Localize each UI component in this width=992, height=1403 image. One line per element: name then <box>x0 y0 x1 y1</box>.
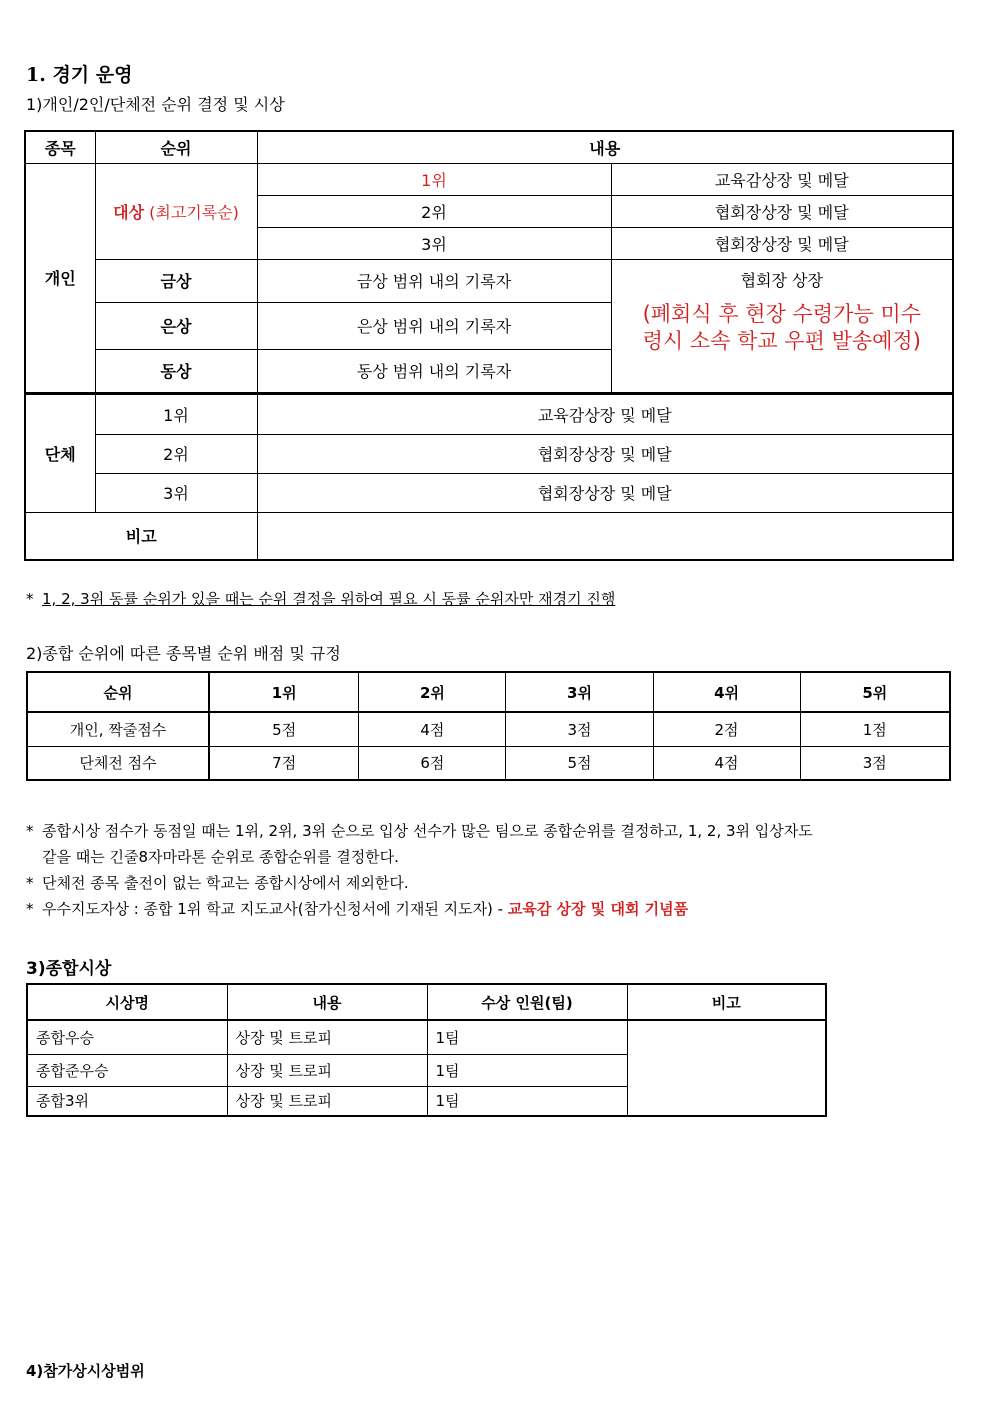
header-rank: 순위 <box>95 131 257 163</box>
note-tiebreak-line1: 종합시상 점수가 동점일 때는 1위, 2위, 3위 순으로 입상 선수가 많은 팀으로 종합순위를 결정하고, 1, 2, 3위 입상자도 <box>42 822 813 840</box>
award-header-name: 시상명 <box>27 984 227 1020</box>
bronze-label: 동상 <box>95 349 257 393</box>
score-cell: 4점 <box>653 746 800 780</box>
note-star: * <box>26 900 34 918</box>
note-star: * <box>26 874 34 892</box>
team-rank-1: 1위 <box>95 393 257 434</box>
remark-value <box>257 512 953 560</box>
score-header-rank: 순위 <box>27 672 209 712</box>
score-cell: 4점 <box>359 712 506 746</box>
note-tiebreak <box>26 818 966 844</box>
individual-label: 개인 <box>25 163 95 393</box>
gold-desc: 금상 범위 내의 기록자 <box>257 259 611 302</box>
score-cell: 5점 <box>209 712 359 746</box>
note-star: * <box>26 590 34 608</box>
grand-rank-2: 2위 <box>257 195 611 227</box>
team-rank-3: 3위 <box>95 473 257 512</box>
medal-prize-cell <box>611 259 953 393</box>
score-cell: 5점 <box>506 746 653 780</box>
team-prize-1: 교육감상장 및 메달 <box>257 393 953 434</box>
award-name: 종합3위 <box>27 1086 227 1116</box>
score-cell: 3점 <box>800 746 950 780</box>
grand-prize-main: 대상 <box>113 202 145 222</box>
subsection-4-title: 4)참가상시상범위 <box>26 1362 145 1380</box>
score-header-3: 3위 <box>506 672 653 712</box>
team-rank-2: 2위 <box>95 434 257 473</box>
notes-overall <box>26 818 966 922</box>
score-cell: 6점 <box>359 746 506 780</box>
subsection-3-title: 3)종합시상 <box>26 959 112 979</box>
note-star: * <box>26 822 34 840</box>
score-row-label: 개인, 짝줄점수 <box>27 712 209 746</box>
award-header-remark: 비고 <box>627 984 826 1020</box>
grand-prize-3: 협회장상장 및 메달 <box>611 227 953 259</box>
grand-prize-label <box>95 163 257 259</box>
grand-prize-note: (최고기록순) <box>149 202 239 222</box>
note-tiebreak-line2: 같을 때는 긴줄8자마라톤 순위로 종합순위를 결정한다. <box>42 848 399 866</box>
award-count: 1팀 <box>427 1054 627 1086</box>
score-header-5: 5위 <box>800 672 950 712</box>
score-cell: 7점 <box>209 746 359 780</box>
score-table <box>26 671 951 781</box>
silver-label: 은상 <box>95 302 257 349</box>
score-cell: 3점 <box>506 712 653 746</box>
note-tie-rematch <box>26 586 615 612</box>
ranking-award-table <box>24 130 954 561</box>
overall-award-table <box>26 983 827 1117</box>
award-header-count: 수상 인원(팀) <box>427 984 627 1020</box>
award-name: 종합우승 <box>27 1020 227 1054</box>
grand-prize-1: 교육감상장 및 메달 <box>611 163 953 195</box>
score-header-4: 4위 <box>653 672 800 712</box>
award-remark <box>627 1020 826 1116</box>
note-tie-text: 1, 2, 3위 동률 순위가 있을 때는 순위 결정을 위하여 필요 시 동률 순위자만 재경기 진행 <box>42 590 616 608</box>
subsection-1-title: 1)개인/2인/단체전 순위 결정 및 시상 <box>26 95 285 114</box>
note-coach-award <box>26 896 966 922</box>
note-exclusion-text: 단체전 종목 출전이 없는 학교는 종합시상에서 제외한다. <box>42 874 409 892</box>
award-name: 종합준우승 <box>27 1054 227 1086</box>
score-header-1: 1위 <box>209 672 359 712</box>
subsection-2-title: 2)종합 순위에 따른 종목별 순위 배점 및 규정 <box>26 644 341 663</box>
note-exclusion <box>26 870 966 896</box>
score-cell: 2점 <box>653 712 800 746</box>
award-content: 상장 및 트로피 <box>227 1020 427 1054</box>
bronze-desc: 동상 범위 내의 기록자 <box>257 349 611 393</box>
medal-prize-note: (폐회식 후 현장 수령가능 미수령시 소속 학교 우편 발송예정) <box>642 301 921 353</box>
score-cell: 1점 <box>800 712 950 746</box>
silver-desc: 은상 범위 내의 기록자 <box>257 302 611 349</box>
remark-label: 비고 <box>25 512 257 560</box>
award-count: 1팀 <box>427 1086 627 1116</box>
award-header-content: 내용 <box>227 984 427 1020</box>
grand-prize-2: 협회장상장 및 메달 <box>611 195 953 227</box>
award-count: 1팀 <box>427 1020 627 1054</box>
medal-prize: 협회장 상장 <box>740 270 823 290</box>
grand-rank-1: 1위 <box>257 163 611 195</box>
grand-rank-3: 3위 <box>257 227 611 259</box>
award-content: 상장 및 트로피 <box>227 1054 427 1086</box>
score-header-2: 2위 <box>359 672 506 712</box>
gold-label: 금상 <box>95 259 257 302</box>
team-prize-3: 협회장상장 및 메달 <box>257 473 953 512</box>
note-coach-plain: 우수지도자상 : 종합 1위 학교 지도교사(참가신청서에 기재된 지도자) - <box>42 900 508 918</box>
award-content: 상장 및 트로피 <box>227 1086 427 1116</box>
header-content: 내용 <box>257 131 953 163</box>
score-row-label: 단체전 점수 <box>27 746 209 780</box>
team-prize-2: 협회장상장 및 메달 <box>257 434 953 473</box>
note-coach-red: 교육감 상장 및 대회 기념품 <box>507 900 689 918</box>
team-label: 단체 <box>25 393 95 512</box>
section-title: 1. 경기 운영 <box>26 64 133 86</box>
header-event: 종목 <box>25 131 95 163</box>
